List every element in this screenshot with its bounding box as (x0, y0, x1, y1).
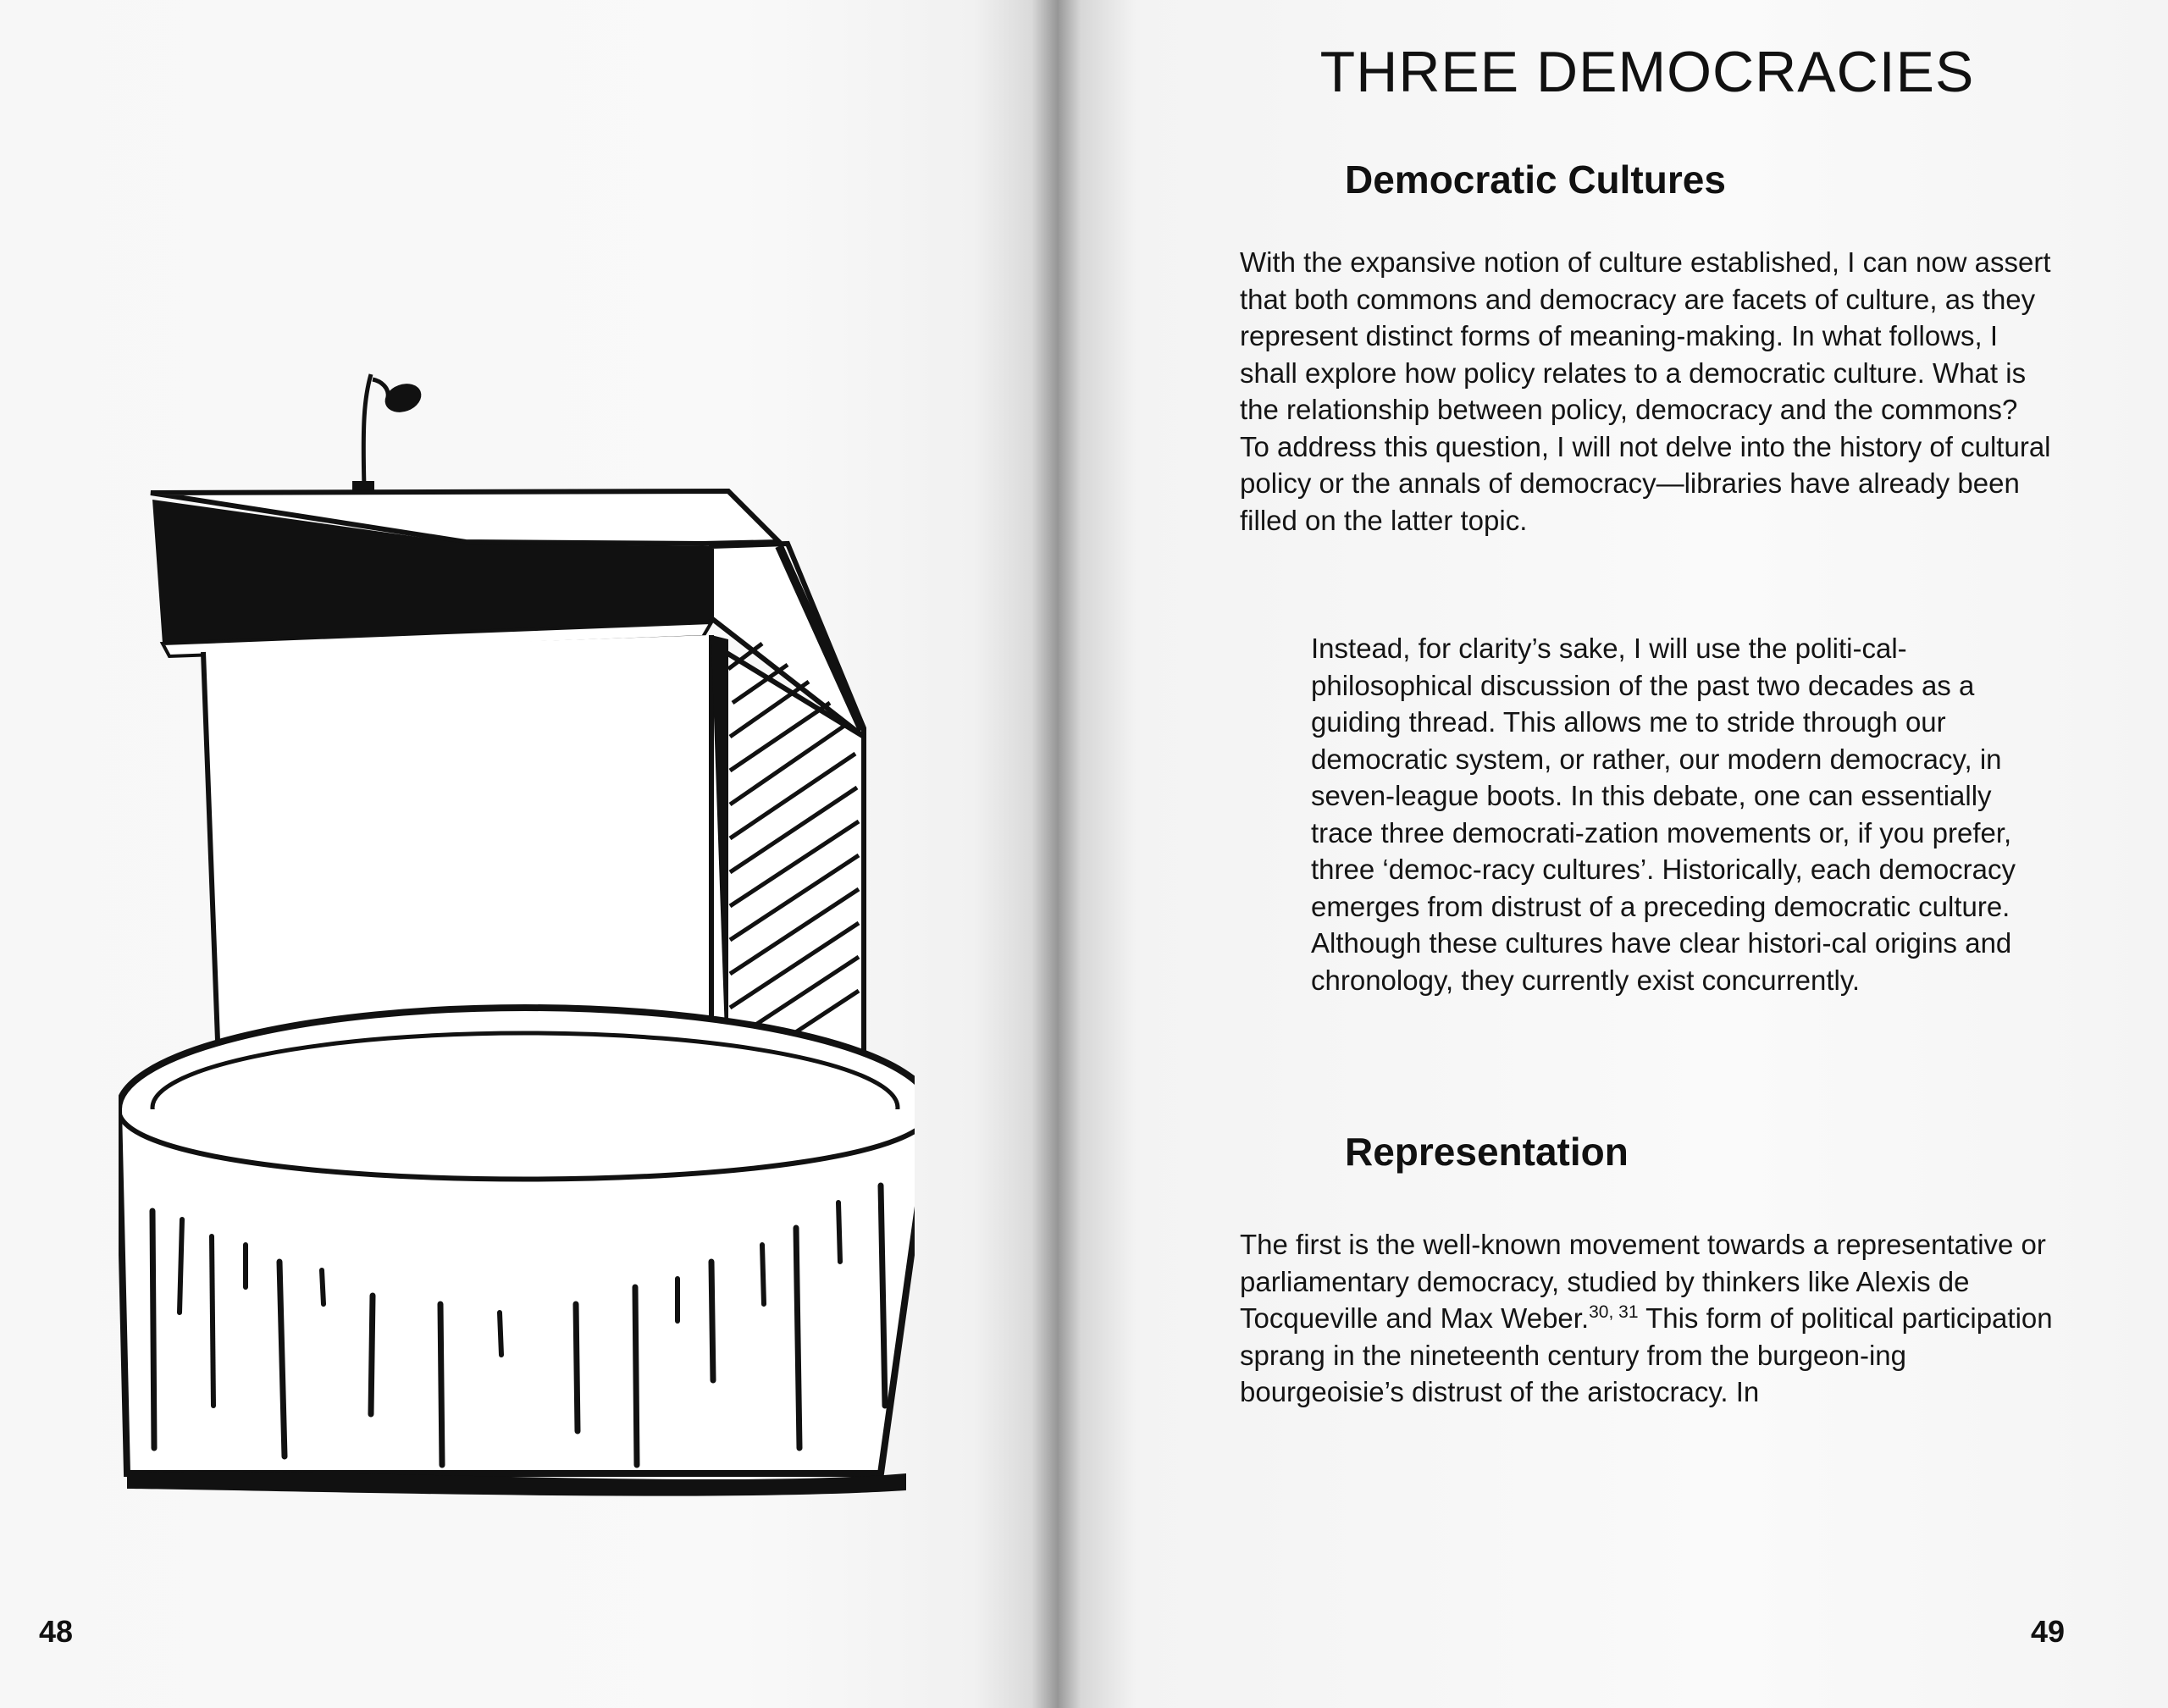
chapter-content (1236, 34, 2083, 110)
paragraph-text (1240, 1226, 2053, 1411)
paragraph-text-part: This form of political participation sprang in the nineteenth century from the burgeon-ing bourgeoisie’s distrust of the aristocracy. In (1240, 1302, 2053, 1407)
paragraph-culture (1240, 244, 2053, 539)
paragraph-text: Instead, for clarity’s sake, I will use the politi-cal-philosophical discussion of the past two decades as a guiding thread. This allows me to stride through our democratic system, or rather, our modern democracy, in seven-league boots. In this debate, one can essentially trace three democrati-zation movements or, if you prefer, three ‘democ-racy cultures’. Historically, each democracy emerges from distrust of a preceding democratic culture. Although these cultures have clear histori-cal origins and chronology, they currently exist concurrently. (1311, 633, 2016, 996)
section-heading-representation: Representation (1345, 1130, 1629, 1174)
paragraph-text: With the expansive notion of culture established, I can now assert that both commons and democracy are facets of culture, as they represent distinct forms of meaning-making. In what follows, I shall explore how policy relates to a democratic culture. What is the relationship between policy, democracy and the commons? To address this question, I will not delve into the history of cultural policy or the annals of democracy—libraries have already been filled on the latter topic. (1240, 246, 2051, 536)
left-page (0, 0, 1059, 1708)
section-heading-democratic-cultures: Democratic Cultures (1345, 158, 1726, 202)
chapter-title: THREE DEMOCRACIES (1319, 40, 1975, 104)
microphone-icon (352, 374, 425, 493)
lectern-illustration (119, 364, 915, 1516)
paragraph-clarity (1240, 630, 2053, 998)
paragraph-representation (1240, 1226, 2053, 1411)
paragraph-text-part: The first is the well-known movement towards a representative or parliamentary democracy, studied by thinkers like Alexis de Tocqueville and Max Weber. (1240, 1229, 2046, 1334)
right-page (1059, 0, 2168, 1708)
page-number-right: 49 (2031, 1614, 2066, 1649)
page-number-left: 48 (39, 1614, 74, 1649)
footnote-reference: 30, 31 (1589, 1302, 1639, 1322)
